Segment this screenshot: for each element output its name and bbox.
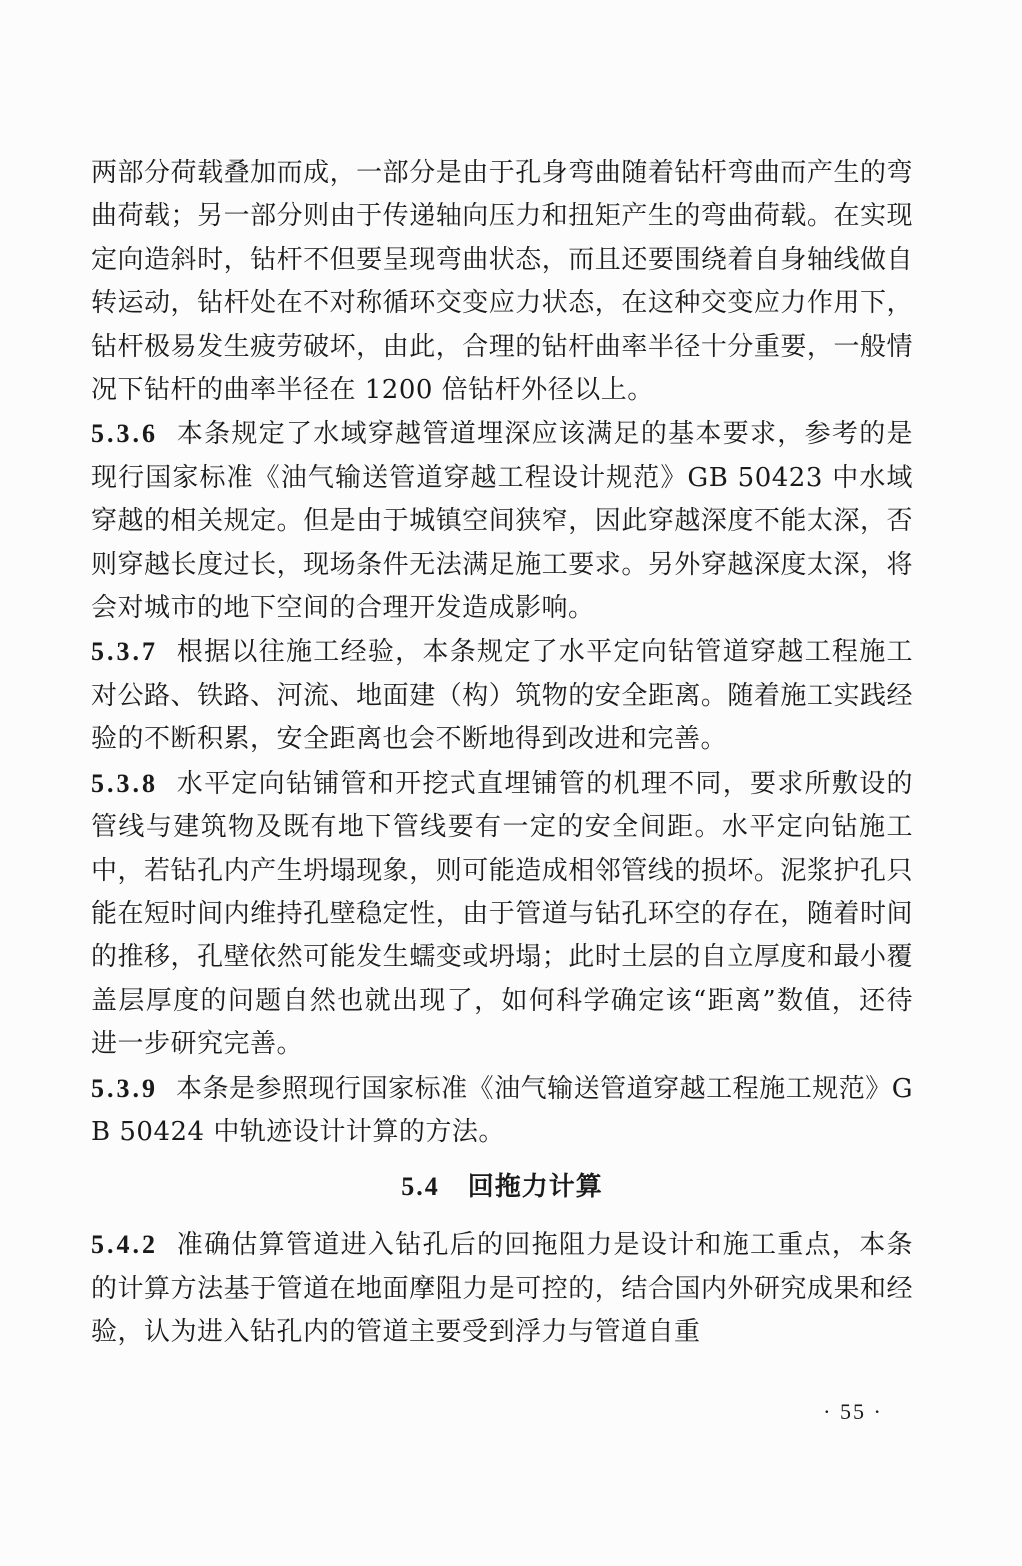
body-text bbox=[91, 152, 913, 1355]
clause-number: 5.3.9 bbox=[91, 1073, 158, 1103]
clause-number: 5.3.7 bbox=[91, 637, 158, 667]
clause-number: 5.3.6 bbox=[91, 419, 158, 449]
clause-text: 根据以往施工经验，本条规定了水平定向钻管道穿越工程施工对公路、铁路、河流、地面建（构）筑物的安全距离。随着施工实践经验的不断积累，安全距离也会不断地得到改进和完善。 bbox=[91, 637, 913, 755]
section-title: 回拖力计算 bbox=[467, 1172, 603, 1203]
page-number: · 55 · bbox=[823, 1399, 883, 1424]
clause-5-4-2 bbox=[91, 1223, 913, 1354]
clause-text: 水平定向钻铺管和开挖式直埋铺管的机理不同，要求所敷设的管线与建筑物及既有地下管线要有一定的安全间距。水平定向钻施工中，若钻孔内产生坍塌现象，则可能造成相邻管线的损坏。泥浆护孔只能在短时间内维持孔壁稳定性，由于管道与钻孔环空的存在，随着时间的推移，孔壁依然可能发生蠕变或坍塌；此时土层的自立厚度和最小覆盖层厚度的问题自然也就出现了，如何科学确定该“距离”数值，还待进一步研究完善。 bbox=[91, 768, 913, 1060]
clause-text: 本条是参照现行国家标准《油气输送管道穿越工程施工规范》GB 50424 中轨迹设计计算的方法。 bbox=[91, 1073, 913, 1147]
paragraph-text: 两部分荷载叠加而成，一部分是由于孔身弯曲随着钻杆弯曲而产生的弯曲荷载；另一部分则由于传递轴向压力和扭矩产生的弯曲荷载。在实现定向造斜时，钻杆不但要呈现弯曲状态，而且还要围绕着自身轴线做自转运动，钻杆处在不对称循环交变应力状态，在这种交变应力作用下，钻杆极易发生疲劳破坏，由此，合理的钻杆曲率半径十分重要，一般情况下钻杆的曲率半径在 1200 倍钻杆外径以上。 bbox=[91, 158, 913, 406]
clause-5-3-9 bbox=[91, 1067, 913, 1155]
clause-5-3-6 bbox=[91, 412, 913, 630]
section-number: 5.4 bbox=[401, 1172, 440, 1202]
clause-text: 准确估算管道进入钻孔后的回拖阻力是设计和施工重点，本条的计算方法基于管道在地面摩阻力是可控的，结合国内外研究成果和经验，认为进入钻孔内的管道主要受到浮力与管道自重 bbox=[91, 1230, 913, 1348]
clause-5-3-7 bbox=[91, 630, 913, 761]
clause-5-3-8 bbox=[91, 762, 913, 1067]
section-heading bbox=[91, 1167, 913, 1207]
clause-number: 5.4.2 bbox=[91, 1230, 158, 1260]
clause-text: 本条规定了水域穿越管道埋深应该满足的基本要求，参考的是现行国家标准《油气输送管道穿越工程设计规范》GB 50423 中水域穿越的相关规定。但是由于城镇空间狭窄，因此穿越深度不能太深，否则穿越长度过长，现场条件无法满足施工要求。另外穿越深度太深，将会对城市的地下空间的合理开发造成影响。 bbox=[91, 419, 913, 624]
paragraph-continuation bbox=[91, 152, 913, 412]
clause-number: 5.3.8 bbox=[91, 768, 158, 798]
